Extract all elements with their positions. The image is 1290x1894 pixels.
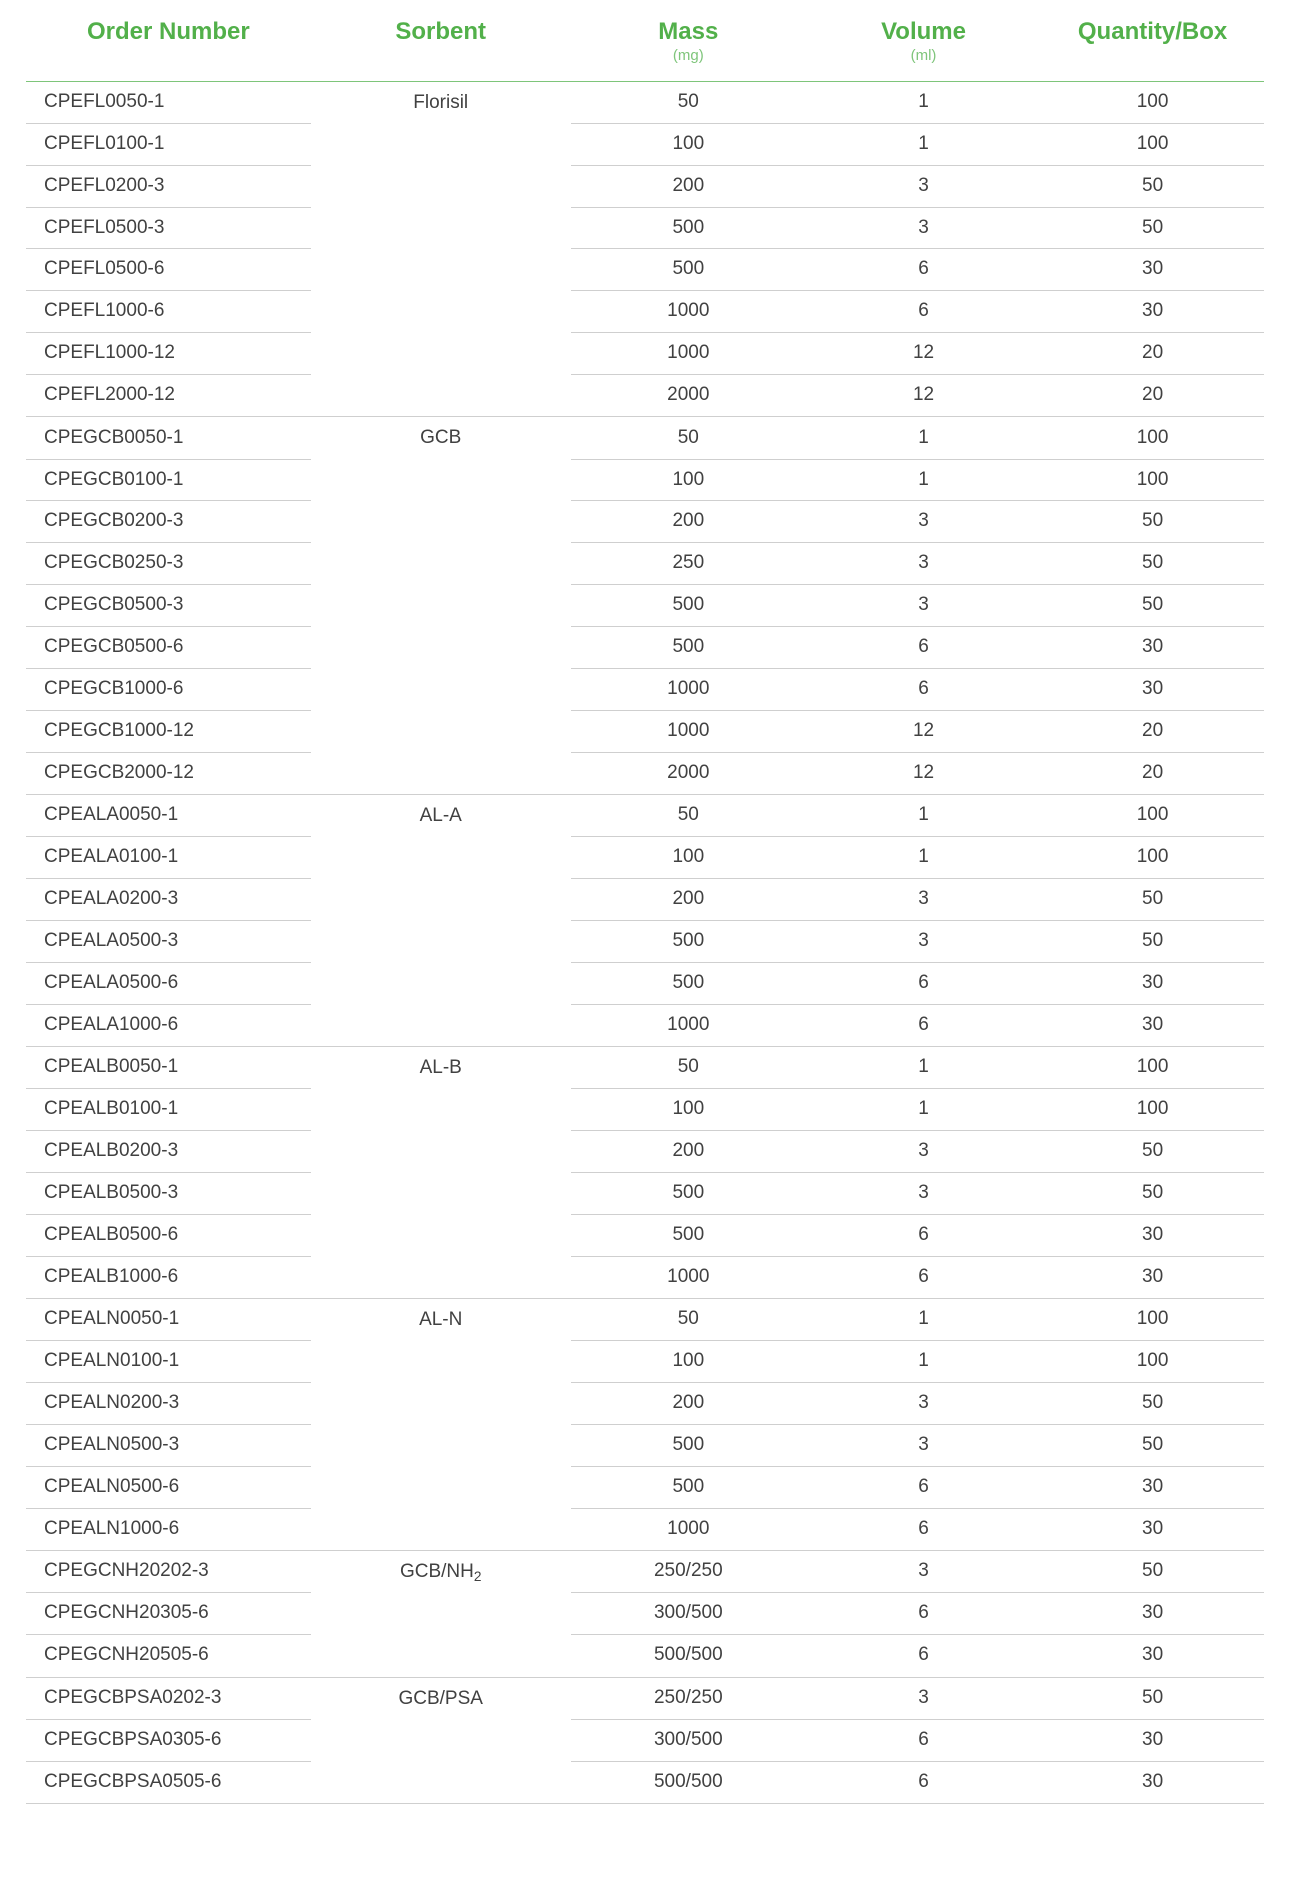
cell-order-number: CPEFL0100-1	[26, 123, 311, 165]
cell-volume: 1	[806, 837, 1041, 879]
cell-volume: 6	[806, 1635, 1041, 1677]
cell-quantity-box: 50	[1041, 585, 1264, 627]
cell-mass: 50	[571, 794, 806, 836]
cell-quantity-box: 100	[1041, 837, 1264, 879]
cell-mass: 250/250	[571, 1677, 806, 1719]
cell-order-number: CPEGCB1000-6	[26, 668, 311, 710]
table-row	[26, 1089, 1264, 1131]
cell-sorbent-continuation	[311, 1508, 571, 1550]
table-row	[26, 501, 1264, 543]
cell-mass: 1000	[571, 1256, 806, 1298]
cell-quantity-box: 30	[1041, 1214, 1264, 1256]
cell-quantity-box: 50	[1041, 1551, 1264, 1593]
table-row	[26, 1635, 1264, 1677]
cell-quantity-box: 50	[1041, 1677, 1264, 1719]
cell-sorbent-continuation	[311, 123, 571, 165]
cell-order-number: CPEGCB0250-3	[26, 543, 311, 585]
cell-mass: 50	[571, 417, 806, 459]
table-row	[26, 1214, 1264, 1256]
cell-sorbent-continuation	[311, 1466, 571, 1508]
cell-order-number: CPEALB0100-1	[26, 1089, 311, 1131]
cell-sorbent: GCB	[420, 427, 462, 449]
cell-mass: 100	[571, 1089, 806, 1131]
column-header-mass	[571, 0, 806, 81]
cell-sorbent-continuation	[311, 962, 571, 1004]
cell-quantity-box: 30	[1041, 291, 1264, 333]
cell-mass: 500	[571, 626, 806, 668]
cell-volume: 1	[806, 1089, 1041, 1131]
table-row	[26, 920, 1264, 962]
cell-order-number: CPEGCNH20505-6	[26, 1635, 311, 1677]
cell-quantity-box: 30	[1041, 668, 1264, 710]
cell-mass: 200	[571, 165, 806, 207]
table-row	[26, 374, 1264, 416]
cell-order-number: CPEFL0500-6	[26, 249, 311, 291]
table-row	[26, 459, 1264, 501]
table-row	[26, 1341, 1264, 1383]
cell-sorbent: AL-A	[419, 804, 462, 826]
cell-order-number: CPEFL0200-3	[26, 165, 311, 207]
cell-order-number: CPEGCB1000-12	[26, 710, 311, 752]
cell-volume: 3	[806, 1131, 1041, 1173]
cell-quantity-box: 50	[1041, 501, 1264, 543]
cell-sorbent-continuation	[311, 1341, 571, 1383]
table-row	[26, 710, 1264, 752]
cell-mass: 500	[571, 207, 806, 249]
cell-order-number: CPEGCNH20305-6	[26, 1593, 311, 1635]
cell-quantity-box: 30	[1041, 1256, 1264, 1298]
cell-order-number: CPEALA0200-3	[26, 879, 311, 921]
cell-order-number: CPEGCB0200-3	[26, 501, 311, 543]
cell-mass: 2000	[571, 752, 806, 794]
cell-volume: 3	[806, 920, 1041, 962]
cell-volume: 1	[806, 459, 1041, 501]
cell-sorbent-continuation	[311, 249, 571, 291]
cell-order-number: CPEFL2000-12	[26, 374, 311, 416]
cell-volume: 1	[806, 81, 1041, 123]
cell-quantity-box: 100	[1041, 123, 1264, 165]
cell-sorbent-continuation	[311, 543, 571, 585]
cell-volume: 6	[806, 291, 1041, 333]
cell-volume: 1	[806, 1341, 1041, 1383]
table-row	[26, 1383, 1264, 1425]
cell-volume: 6	[806, 1719, 1041, 1761]
cell-order-number: CPEALB0050-1	[26, 1046, 311, 1088]
cell-quantity-box: 50	[1041, 165, 1264, 207]
cell-quantity-box: 50	[1041, 1425, 1264, 1467]
cell-quantity-box: 20	[1041, 333, 1264, 375]
cell-volume: 3	[806, 501, 1041, 543]
cell-volume: 12	[806, 333, 1041, 375]
cell-mass: 2000	[571, 374, 806, 416]
cell-quantity-box: 30	[1041, 1466, 1264, 1508]
cell-volume: 6	[806, 1593, 1041, 1635]
cell-volume: 3	[806, 1383, 1041, 1425]
cell-mass: 100	[571, 459, 806, 501]
cell-volume: 1	[806, 123, 1041, 165]
table-row	[26, 1046, 1264, 1088]
cell-mass: 500	[571, 1425, 806, 1467]
cell-mass: 500	[571, 1172, 806, 1214]
cell-sorbent-continuation	[311, 1593, 571, 1635]
cell-volume: 3	[806, 1551, 1041, 1593]
cell-volume: 3	[806, 543, 1041, 585]
cell-order-number: CPEFL1000-12	[26, 333, 311, 375]
table-row	[26, 1593, 1264, 1635]
cell-mass: 50	[571, 81, 806, 123]
cell-mass: 50	[571, 1298, 806, 1340]
cell-order-number: CPEGCB2000-12	[26, 752, 311, 794]
cell-volume: 6	[806, 1214, 1041, 1256]
cell-volume: 1	[806, 1046, 1041, 1088]
cell-mass: 500/500	[571, 1761, 806, 1803]
header-row	[26, 0, 1264, 81]
cell-mass: 200	[571, 1383, 806, 1425]
cell-mass: 1000	[571, 1004, 806, 1046]
cell-mass: 250	[571, 543, 806, 585]
cell-quantity-box: 30	[1041, 962, 1264, 1004]
cell-sorbent-continuation	[311, 1214, 571, 1256]
cell-volume: 3	[806, 165, 1041, 207]
cell-quantity-box: 50	[1041, 1172, 1264, 1214]
cell-sorbent-continuation	[311, 752, 571, 794]
cell-volume: 3	[806, 1172, 1041, 1214]
cell-sorbent: GCB/$NH_2$	[399, 1561, 482, 1585]
cell-quantity-box: 50	[1041, 879, 1264, 921]
cell-mass: 500	[571, 249, 806, 291]
table-row	[26, 1466, 1264, 1508]
table-row	[26, 207, 1264, 249]
table-row	[26, 165, 1264, 207]
cell-quantity-box: 50	[1041, 1383, 1264, 1425]
column-header-quantity-box	[1041, 0, 1264, 81]
cell-mass: 100	[571, 123, 806, 165]
cell-order-number: CPEALB0500-6	[26, 1214, 311, 1256]
cell-quantity-box: 100	[1041, 1341, 1264, 1383]
cell-sorbent-continuation	[311, 374, 571, 416]
column-header-mass-label: Mass	[658, 18, 719, 45]
cell-order-number: CPEALA1000-6	[26, 1004, 311, 1046]
cell-mass: 500/500	[571, 1635, 806, 1677]
cell-quantity-box: 100	[1041, 1298, 1264, 1340]
cell-sorbent-continuation	[311, 1761, 571, 1803]
cell-mass: 300/500	[571, 1719, 806, 1761]
cell-sorbent-continuation	[311, 1635, 571, 1677]
cell-order-number: CPEGCB0500-6	[26, 626, 311, 668]
cell-volume: 6	[806, 1508, 1041, 1550]
table-row	[26, 1677, 1264, 1719]
cell-sorbent-continuation	[311, 879, 571, 921]
cell-quantity-box: 20	[1041, 752, 1264, 794]
cell-volume: 3	[806, 585, 1041, 627]
cell-sorbent-continuation	[311, 1089, 571, 1131]
cell-volume: 6	[806, 1004, 1041, 1046]
cell-sorbent-continuation	[311, 1004, 571, 1046]
cell-sorbent: GCB/PSA	[398, 1687, 483, 1709]
column-header-order-number-label: Order Number	[87, 18, 250, 45]
cell-quantity-box: 30	[1041, 249, 1264, 291]
cell-sorbent-continuation	[311, 207, 571, 249]
table-row	[26, 81, 1264, 123]
table-row	[26, 123, 1264, 165]
table-row	[26, 249, 1264, 291]
cell-sorbent-continuation	[311, 710, 571, 752]
cell-volume: 3	[806, 1425, 1041, 1467]
cell-sorbent-continuation	[311, 333, 571, 375]
cell-volume: 1	[806, 794, 1041, 836]
cell-quantity-box: 100	[1041, 1089, 1264, 1131]
table-header	[26, 0, 1264, 81]
cell-sorbent-continuation	[311, 1383, 571, 1425]
cell-volume: 6	[806, 668, 1041, 710]
cell-mass: 200	[571, 879, 806, 921]
cell-volume: 1	[806, 417, 1041, 459]
cell-mass: 1000	[571, 333, 806, 375]
cell-order-number: CPEALN0100-1	[26, 1341, 311, 1383]
cell-order-number: CPEALA0050-1	[26, 794, 311, 836]
table-row	[26, 543, 1264, 585]
cell-mass: 200	[571, 1131, 806, 1173]
table-row	[26, 668, 1264, 710]
cell-volume: 3	[806, 207, 1041, 249]
cell-quantity-box: 100	[1041, 1046, 1264, 1088]
cell-quantity-box: 30	[1041, 1761, 1264, 1803]
cell-order-number: CPEGCBPSA0202-3	[26, 1677, 311, 1719]
cell-mass: 1000	[571, 1508, 806, 1550]
cell-order-number: CPEALB1000-6	[26, 1256, 311, 1298]
table-row	[26, 1131, 1264, 1173]
cell-mass: 1000	[571, 291, 806, 333]
column-header-order-number	[26, 0, 311, 81]
table-row	[26, 1761, 1264, 1803]
cell-sorbent-continuation	[311, 1425, 571, 1467]
column-header-mass-unit: (mg)	[672, 47, 704, 64]
table-row	[26, 1172, 1264, 1214]
cell-volume: 6	[806, 249, 1041, 291]
cell-sorbent-continuation	[311, 1131, 571, 1173]
table-row	[26, 585, 1264, 627]
cell-quantity-box: 100	[1041, 459, 1264, 501]
cell-sorbent-continuation	[311, 459, 571, 501]
table-row	[26, 1719, 1264, 1761]
cell-order-number: CPEFL0050-1	[26, 81, 311, 123]
cell-quantity-box: 50	[1041, 920, 1264, 962]
cell-mass: 1000	[571, 710, 806, 752]
cell-quantity-box: 50	[1041, 543, 1264, 585]
column-header-quantity-box-label: Quantity/Box	[1077, 18, 1228, 45]
cell-mass: 500	[571, 585, 806, 627]
cell-mass: 1000	[571, 668, 806, 710]
cell-order-number: CPEGCBPSA0305-6	[26, 1719, 311, 1761]
cell-quantity-box: 30	[1041, 1635, 1264, 1677]
cell-mass: 300/500	[571, 1593, 806, 1635]
cell-quantity-box: 30	[1041, 1593, 1264, 1635]
cell-sorbent-continuation	[311, 165, 571, 207]
cell-order-number: CPEFL0500-3	[26, 207, 311, 249]
cell-quantity-box: 100	[1041, 81, 1264, 123]
cell-order-number: CPEALN1000-6	[26, 1508, 311, 1550]
cell-sorbent-continuation	[311, 837, 571, 879]
cell-volume: 3	[806, 1677, 1041, 1719]
cell-order-number: CPEALA0500-3	[26, 920, 311, 962]
cell-order-number: CPEALB0200-3	[26, 1131, 311, 1173]
cell-sorbent-continuation	[311, 1172, 571, 1214]
cell-order-number: CPEALB0500-3	[26, 1172, 311, 1214]
cell-order-number: CPEGCB0500-3	[26, 585, 311, 627]
cell-sorbent: Florisil	[413, 91, 469, 113]
cell-volume: 6	[806, 626, 1041, 668]
cell-sorbent: AL-N	[419, 1308, 463, 1330]
table-row	[26, 1508, 1264, 1550]
table-body	[26, 81, 1264, 1804]
cell-mass: 500	[571, 1214, 806, 1256]
table-row	[26, 417, 1264, 459]
cell-volume: 6	[806, 962, 1041, 1004]
table-row	[26, 1551, 1264, 1593]
cell-sorbent-continuation	[311, 1719, 571, 1761]
cell-quantity-box: 100	[1041, 417, 1264, 459]
cell-quantity-box: 50	[1041, 1131, 1264, 1173]
cell-mass: 500	[571, 920, 806, 962]
cell-volume: 3	[806, 879, 1041, 921]
cell-order-number: CPEGCB0100-1	[26, 459, 311, 501]
cell-sorbent-continuation	[311, 291, 571, 333]
cell-quantity-box: 30	[1041, 1508, 1264, 1550]
cell-order-number: CPEGCNH20202-3	[26, 1551, 311, 1593]
column-header-sorbent-label: Sorbent	[395, 18, 487, 45]
cell-order-number: CPEALN0500-6	[26, 1466, 311, 1508]
cell-quantity-box: 50	[1041, 207, 1264, 249]
cell-mass: 500	[571, 962, 806, 1004]
cell-volume: 1	[806, 1298, 1041, 1340]
column-header-sorbent	[311, 0, 571, 81]
table-row	[26, 1004, 1264, 1046]
cell-quantity-box: 100	[1041, 794, 1264, 836]
cell-quantity-box: 20	[1041, 710, 1264, 752]
cell-order-number: CPEALA0500-6	[26, 962, 311, 1004]
column-header-volume-label: Volume	[881, 18, 966, 45]
cell-mass: 200	[571, 501, 806, 543]
column-header-volume	[806, 0, 1041, 81]
cell-volume: 12	[806, 752, 1041, 794]
cell-quantity-box: 30	[1041, 626, 1264, 668]
cell-mass: 500	[571, 1466, 806, 1508]
cell-volume: 6	[806, 1466, 1041, 1508]
table-row	[26, 1256, 1264, 1298]
table-row	[26, 626, 1264, 668]
cell-quantity-box: 30	[1041, 1004, 1264, 1046]
cell-volume: 6	[806, 1761, 1041, 1803]
column-header-volume-unit: (ml)	[910, 47, 937, 64]
cell-order-number: CPEFL1000-6	[26, 291, 311, 333]
table-row	[26, 837, 1264, 879]
cell-quantity-box: 30	[1041, 1719, 1264, 1761]
cell-volume: 12	[806, 374, 1041, 416]
cell-mass: 250/250	[571, 1551, 806, 1593]
cell-quantity-box: 20	[1041, 374, 1264, 416]
cell-volume: 12	[806, 710, 1041, 752]
table-row	[26, 752, 1264, 794]
table-row	[26, 333, 1264, 375]
cell-order-number: CPEALN0200-3	[26, 1383, 311, 1425]
cell-mass: 100	[571, 837, 806, 879]
table-row	[26, 1425, 1264, 1467]
cell-order-number: CPEALA0100-1	[26, 837, 311, 879]
table-row	[26, 1298, 1264, 1340]
cell-order-number: CPEGCBPSA0505-6	[26, 1761, 311, 1803]
table-row	[26, 879, 1264, 921]
cell-order-number: CPEALN0500-3	[26, 1425, 311, 1467]
sorbent-product-table	[26, 0, 1264, 1804]
table-row	[26, 291, 1264, 333]
cell-order-number: CPEGCB0050-1	[26, 417, 311, 459]
table-row	[26, 794, 1264, 836]
cell-sorbent: AL-B	[419, 1056, 462, 1078]
cell-sorbent-continuation	[311, 626, 571, 668]
cell-sorbent-continuation	[311, 1256, 571, 1298]
cell-sorbent-continuation	[311, 668, 571, 710]
cell-mass: 50	[571, 1046, 806, 1088]
cell-sorbent-continuation	[311, 920, 571, 962]
cell-order-number: CPEALN0050-1	[26, 1298, 311, 1340]
cell-volume: 6	[806, 1256, 1041, 1298]
cell-sorbent-continuation	[311, 585, 571, 627]
cell-sorbent-continuation	[311, 501, 571, 543]
cell-mass: 100	[571, 1341, 806, 1383]
table-row	[26, 962, 1264, 1004]
